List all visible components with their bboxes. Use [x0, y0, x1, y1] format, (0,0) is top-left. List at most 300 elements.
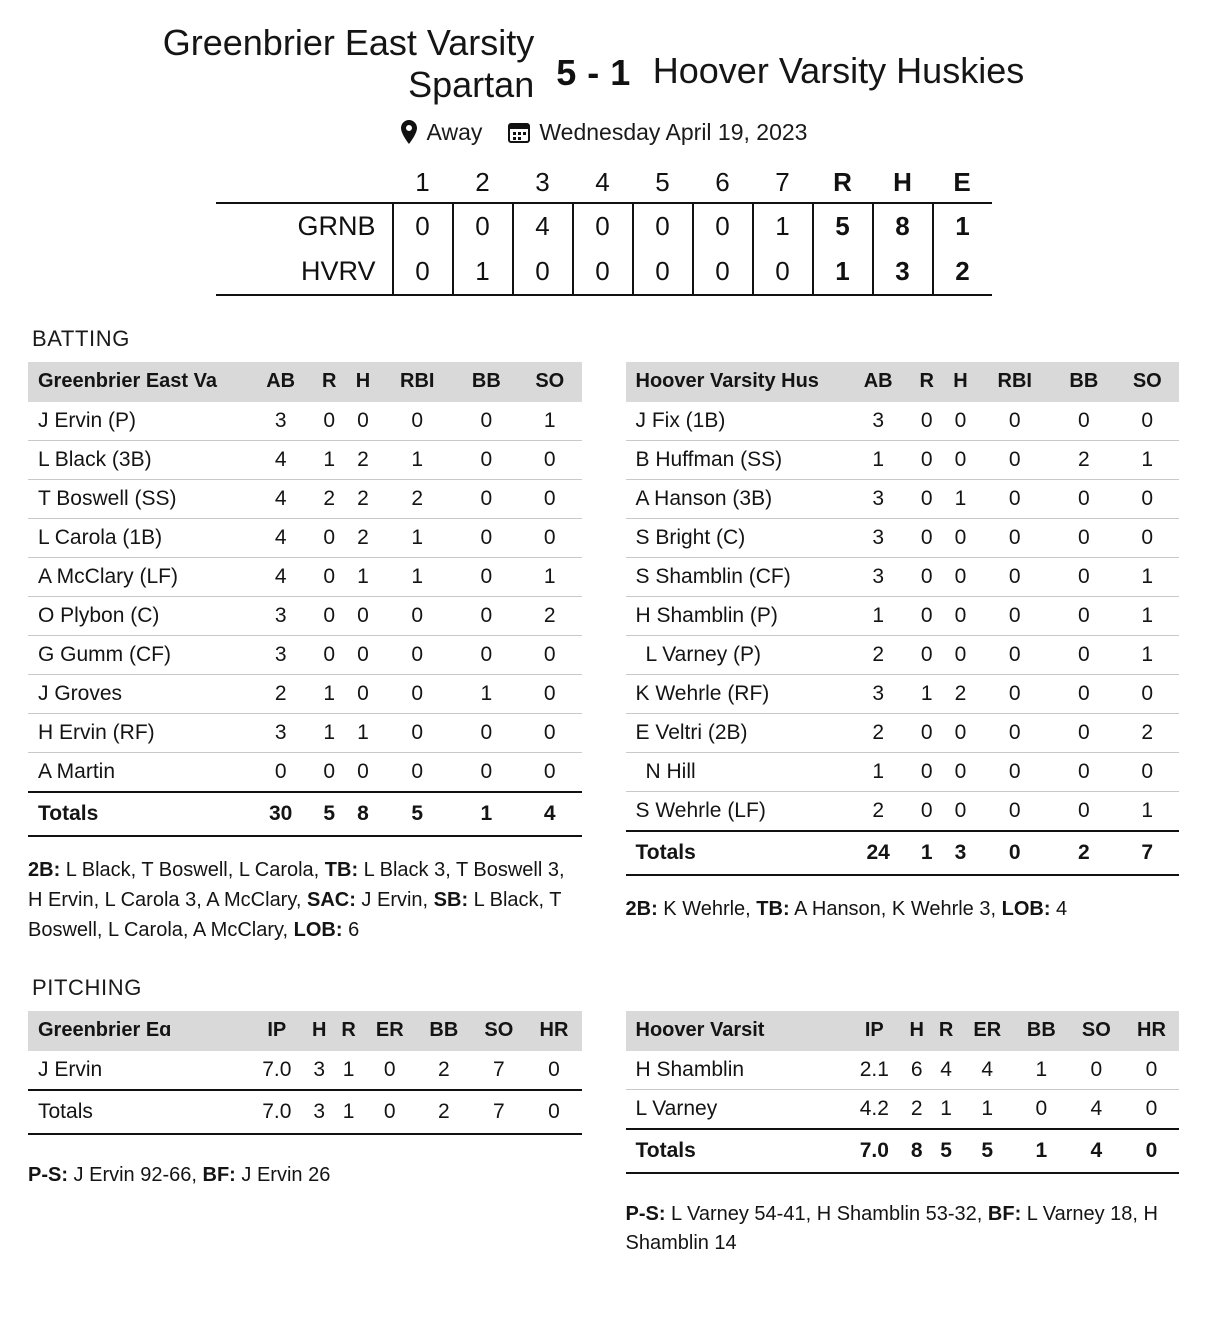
hits-header: H — [893, 167, 912, 198]
linescore-team-home: HVRV — [216, 249, 393, 295]
location-text: Away — [426, 118, 483, 145]
away-inning-1: 0 — [393, 203, 453, 249]
home-inning-6: 0 — [693, 249, 753, 295]
batting-home-stat-2: 1 — [944, 479, 978, 518]
table-row — [626, 1051, 1180, 1090]
pitching-home-stat-6: 0 — [1124, 1051, 1179, 1090]
table-header-row — [626, 1011, 1180, 1051]
batting-away-col-so: SO — [518, 362, 581, 402]
batting-away-stat-4: 0 — [455, 752, 518, 792]
away-inning-2: 0 — [453, 203, 513, 249]
batting-away-stat-5: 0 — [518, 752, 581, 792]
batting-away-note-value-0: L Black, T Boswell, L Carola, — [60, 858, 325, 881]
batting-away-team-header: Greenbrier East Va — [28, 362, 249, 402]
pitching-home-col-hr: HR — [1124, 1011, 1179, 1051]
batting-home-stat-5: 0 — [1116, 752, 1179, 791]
batting-away-stat-5: 0 — [518, 713, 581, 752]
pitching-away-stat-2: 1 — [334, 1051, 363, 1090]
batting-away-stat-1: 0 — [312, 557, 346, 596]
batting-home-stat-2: 0 — [944, 440, 978, 479]
batting-home-stat-1: 0 — [910, 713, 944, 752]
batting-away-total-1: 5 — [312, 792, 346, 836]
pitching-away-note-value-0: J Ervin 92-66, — [68, 1163, 203, 1186]
batting-away-stat-2: 0 — [346, 402, 380, 441]
table-row — [626, 752, 1180, 791]
batting-home-col-so: SO — [1116, 362, 1179, 402]
pitching-home-stat-3: 1 — [961, 1089, 1014, 1129]
batting-away-stat-5: 0 — [518, 674, 581, 713]
pitching-home-col-er: ER — [961, 1011, 1014, 1051]
batting-away-stat-4: 0 — [455, 479, 518, 518]
batting-away-column — [28, 362, 582, 945]
batting-home-stat-0: 2 — [847, 791, 910, 831]
table-row — [626, 596, 1180, 635]
table-row — [28, 518, 582, 557]
pitching-away-col-r: R — [334, 1011, 363, 1051]
batting-home-stat-3: 0 — [977, 596, 1052, 635]
batting-away-stat-3: 1 — [380, 440, 455, 479]
pitching-away-totals-row — [28, 1090, 582, 1134]
away-runs: 5 — [813, 203, 873, 249]
batting-away-stat-0: 3 — [249, 596, 312, 635]
pitching-away-total-3: 0 — [363, 1090, 416, 1134]
runs-header: R — [833, 167, 852, 198]
date-text: Wednesday April 19, 2023 — [539, 118, 808, 145]
away-inning-6: 0 — [693, 203, 753, 249]
home-runs: 1 — [813, 249, 873, 295]
pitching-home-stat-1: 2 — [902, 1089, 931, 1129]
batting-home-player-name: N Hill — [626, 752, 847, 791]
pitching-home-column — [626, 1011, 1180, 1258]
batting-home-stat-3: 0 — [977, 557, 1052, 596]
batting-away-player-name: O Plybon (C) — [28, 596, 249, 635]
batting-home-stat-4: 0 — [1052, 635, 1115, 674]
inning-header-3: 3 — [535, 167, 550, 198]
linescore-row-home — [216, 249, 992, 295]
location-pin-icon — [400, 120, 418, 144]
batting-home-stat-3: 0 — [977, 674, 1052, 713]
batting-away-stat-2: 1 — [346, 713, 380, 752]
batting-away-col-h: H — [346, 362, 380, 402]
batting-away-stat-5: 2 — [518, 596, 581, 635]
table-header-row — [626, 362, 1180, 402]
batting-home-stat-0: 2 — [847, 635, 910, 674]
batting-away-stat-2: 1 — [346, 557, 380, 596]
batting-home-stat-5: 0 — [1116, 674, 1179, 713]
batting-home-stat-4: 0 — [1052, 713, 1115, 752]
batting-home-stat-0: 3 — [847, 518, 910, 557]
batting-away-stat-1: 1 — [312, 674, 346, 713]
scoreboard-header — [0, 0, 1207, 146]
batting-home-team-header: Hoover Varsity Hus — [626, 362, 847, 402]
batting-home-stat-2: 0 — [944, 713, 978, 752]
batting-away-total-2: 8 — [346, 792, 380, 836]
inning-header-1: 1 — [415, 167, 430, 198]
away-inning-5: 0 — [633, 203, 693, 249]
linescore-team-header — [216, 164, 393, 203]
pitching-home-stat-3: 4 — [961, 1051, 1014, 1090]
home-errors: 2 — [933, 249, 992, 295]
batting-away-stat-4: 0 — [455, 713, 518, 752]
batting-away-stat-2: 0 — [346, 674, 380, 713]
batting-home-stat-0: 1 — [847, 752, 910, 791]
pitching-home-stat-1: 6 — [902, 1051, 931, 1090]
pitching-home-team-header: Hoover Varsit — [626, 1011, 847, 1051]
batting-home-player-name: S Bright (C) — [626, 518, 847, 557]
batting-away-note-label-1: TB: — [324, 858, 359, 881]
table-row — [28, 635, 582, 674]
pitching-away-stat-5: 7 — [471, 1051, 526, 1090]
pitching-home-stat-5: 4 — [1069, 1089, 1124, 1129]
batting-away-stat-3: 0 — [380, 752, 455, 792]
batting-home-column — [626, 362, 1180, 945]
table-row — [626, 713, 1180, 752]
batting-home-total-3: 0 — [977, 831, 1052, 875]
pitching-away-total-2: 1 — [334, 1090, 363, 1134]
final-score: 5 - 1 — [556, 52, 631, 93]
batting-away-player-name: H Ervin (RF) — [28, 713, 249, 752]
batting-away-stat-4: 0 — [455, 518, 518, 557]
batting-home-stat-0: 3 — [847, 402, 910, 441]
batting-home-stat-3: 0 — [977, 479, 1052, 518]
game-meta — [0, 119, 1207, 146]
table-row — [28, 402, 582, 441]
home-hits: 3 — [873, 249, 933, 295]
pitching-home-stat-4: 1 — [1014, 1051, 1069, 1090]
pitching-home-col-bb: BB — [1014, 1011, 1069, 1051]
pitching-home-stat-2: 4 — [931, 1051, 960, 1090]
table-row — [28, 596, 582, 635]
batting-away-stat-4: 1 — [455, 674, 518, 713]
batting-away-totals-label: Totals — [28, 792, 249, 836]
batting-away-stat-5: 1 — [518, 402, 581, 441]
batting-home-stat-5: 0 — [1116, 402, 1179, 441]
batting-away-stat-3: 1 — [380, 518, 455, 557]
batting-home-note-value-1: A Hanson, K Wehrle 3, — [789, 897, 1002, 920]
batting-home-stat-1: 0 — [910, 791, 944, 831]
pitching-columns — [0, 1011, 1207, 1258]
batting-table-away — [28, 362, 582, 837]
pitching-home-stat-2: 1 — [931, 1089, 960, 1129]
pitching-away-col-er: ER — [363, 1011, 416, 1051]
batting-home-stat-1: 0 — [910, 402, 944, 441]
batting-away-player-name: A McClary (LF) — [28, 557, 249, 596]
batting-home-total-5: 7 — [1116, 831, 1179, 875]
table-row — [28, 440, 582, 479]
batting-away-player-name: L Carola (1B) — [28, 518, 249, 557]
batting-away-stat-2: 0 — [346, 596, 380, 635]
batting-home-stat-2: 0 — [944, 752, 978, 791]
inning-header-7: 7 — [775, 167, 790, 198]
batting-away-stat-0: 4 — [249, 479, 312, 518]
pitching-away-col-h: H — [305, 1011, 334, 1051]
batting-home-stat-4: 0 — [1052, 791, 1115, 831]
batting-home-stat-5: 0 — [1116, 479, 1179, 518]
batting-home-stat-2: 0 — [944, 557, 978, 596]
pitching-home-note-label-0: P-S: — [625, 1202, 666, 1225]
home-team-name: Hoover Varsity Huskies — [652, 50, 1025, 91]
home-inning-4: 0 — [573, 249, 633, 295]
batting-home-player-name: S Shamblin (CF) — [626, 557, 847, 596]
batting-home-stat-3: 0 — [977, 791, 1052, 831]
batting-home-stat-0: 1 — [847, 440, 910, 479]
batting-away-stat-4: 0 — [455, 557, 518, 596]
pitching-away-stat-1: 3 — [305, 1051, 334, 1090]
inning-header-5: 5 — [655, 167, 670, 198]
batting-away-total-4: 1 — [455, 792, 518, 836]
batting-away-note-value-4: 6 — [342, 918, 360, 941]
away-inning-4: 0 — [573, 203, 633, 249]
batting-away-stat-1: 0 — [312, 635, 346, 674]
batting-away-stat-3: 1 — [380, 557, 455, 596]
table-row — [28, 557, 582, 596]
linescore-container — [0, 164, 1207, 296]
pitching-table-away — [28, 1011, 582, 1135]
batting-home-stat-0: 2 — [847, 713, 910, 752]
pitching-notes-home — [626, 1200, 1180, 1258]
table-row — [28, 713, 582, 752]
batting-home-stat-1: 0 — [910, 518, 944, 557]
pitching-home-total-3: 5 — [961, 1129, 1014, 1173]
pitching-home-total-2: 5 — [931, 1129, 960, 1173]
batting-away-total-5: 4 — [518, 792, 581, 836]
batting-home-stat-2: 0 — [944, 596, 978, 635]
batting-home-stat-3: 0 — [977, 635, 1052, 674]
batting-away-totals-row — [28, 792, 582, 836]
pitching-home-stat-0: 4.2 — [847, 1089, 903, 1129]
batting-home-totals-row — [626, 831, 1180, 875]
batting-away-stat-1: 2 — [312, 479, 346, 518]
batting-away-stat-1: 1 — [312, 440, 346, 479]
batting-away-note-label-3: SB: — [433, 888, 469, 911]
batting-away-stat-3: 0 — [380, 635, 455, 674]
batting-home-total-2: 3 — [944, 831, 978, 875]
batting-home-stat-0: 3 — [847, 479, 910, 518]
pitching-away-col-bb: BB — [416, 1011, 471, 1051]
batting-home-note-value-0: K Wehrle, — [657, 897, 757, 920]
batting-home-stat-0: 1 — [847, 596, 910, 635]
location-meta — [400, 119, 483, 146]
pitching-away-total-6: 0 — [526, 1090, 581, 1134]
batting-home-stat-1: 0 — [910, 635, 944, 674]
table-row — [28, 752, 582, 792]
pitching-table-home — [626, 1011, 1180, 1174]
batting-away-stat-3: 0 — [380, 402, 455, 441]
pitching-away-total-1: 3 — [305, 1090, 334, 1134]
batting-section-label: BATTING — [32, 325, 130, 351]
table-row — [626, 635, 1180, 674]
home-inning-3: 0 — [513, 249, 573, 295]
batting-away-stat-1: 0 — [312, 752, 346, 792]
batting-away-stat-4: 0 — [455, 440, 518, 479]
batting-away-stat-0: 3 — [249, 402, 312, 441]
batting-home-stat-1: 0 — [910, 752, 944, 791]
batting-away-stat-1: 0 — [312, 596, 346, 635]
pitching-home-col-h: H — [902, 1011, 931, 1051]
batting-home-player-name: L Varney (P) — [626, 635, 847, 674]
batting-home-stat-1: 0 — [910, 596, 944, 635]
batting-home-stat-5: 2 — [1116, 713, 1179, 752]
home-inning-7: 0 — [753, 249, 813, 295]
batting-away-stat-0: 4 — [249, 440, 312, 479]
batting-home-stat-0: 3 — [847, 674, 910, 713]
linescore-team-away: GRNB — [216, 203, 393, 249]
batting-away-player-name: T Boswell (SS) — [28, 479, 249, 518]
batting-away-stat-0: 3 — [249, 713, 312, 752]
batting-home-player-name: S Wehrle (LF) — [626, 791, 847, 831]
batting-home-col-r: R — [910, 362, 944, 402]
batting-home-totals-label: Totals — [626, 831, 847, 875]
batting-home-stat-5: 1 — [1116, 557, 1179, 596]
batting-away-col-r: R — [312, 362, 346, 402]
pitching-home-player-name: L Varney — [626, 1089, 847, 1129]
batting-home-col-bb: BB — [1052, 362, 1115, 402]
batting-away-player-name: J Ervin (P) — [28, 402, 249, 441]
away-team-name: Greenbrier East Varsity Spartan — [162, 22, 535, 106]
batting-away-stat-0: 4 — [249, 557, 312, 596]
date-meta — [508, 119, 807, 146]
table-row — [28, 674, 582, 713]
pitching-home-total-6: 0 — [1124, 1129, 1179, 1173]
batting-home-stat-2: 2 — [944, 674, 978, 713]
pitching-home-total-1: 8 — [902, 1129, 931, 1173]
table-header-row — [28, 1011, 582, 1051]
batting-home-stat-2: 0 — [944, 791, 978, 831]
batting-home-stat-5: 0 — [1116, 518, 1179, 557]
linescore-row-away — [216, 203, 992, 249]
batting-home-stat-3: 0 — [977, 518, 1052, 557]
batting-home-stat-1: 0 — [910, 440, 944, 479]
batting-home-note-label-0: 2B: — [625, 897, 658, 920]
batting-home-player-name: J Fix (1B) — [626, 402, 847, 441]
batting-away-note-value-3: L Black, T Boswell, L Carola, A McClary, — [28, 888, 562, 941]
batting-away-note-value-2: J Ervin, — [355, 888, 434, 911]
batting-away-stat-2: 0 — [346, 752, 380, 792]
batting-away-note-value-1: L Black 3, T Boswell 3, H Ervin, L Carola 3, A McClary, — [28, 858, 565, 911]
pitching-home-totals-label: Totals — [626, 1129, 847, 1173]
pitching-away-col-hr: HR — [526, 1011, 581, 1051]
table-row — [626, 557, 1180, 596]
batting-home-player-name: A Hanson (3B) — [626, 479, 847, 518]
pitching-home-note-value-0: L Varney 54-41, H Shamblin 53-32, — [665, 1202, 988, 1225]
pitching-home-stat-4: 0 — [1014, 1089, 1069, 1129]
batting-away-stat-4: 0 — [455, 596, 518, 635]
batting-home-stat-4: 0 — [1052, 596, 1115, 635]
batting-home-col-rbi: RBI — [977, 362, 1052, 402]
batting-home-note-value-2: 4 — [1050, 897, 1068, 920]
batting-home-stat-3: 0 — [977, 752, 1052, 791]
batting-home-stat-3: 0 — [977, 440, 1052, 479]
batting-home-stat-4: 0 — [1052, 557, 1115, 596]
pitching-away-stat-4: 2 — [416, 1051, 471, 1090]
pitching-away-note-value-1: J Ervin 26 — [235, 1163, 331, 1186]
inning-header-2: 2 — [475, 167, 490, 198]
batting-away-stat-2: 0 — [346, 635, 380, 674]
pitching-away-column — [28, 1011, 582, 1258]
pitching-home-stat-0: 2.1 — [847, 1051, 903, 1090]
batting-home-stat-1: 1 — [910, 674, 944, 713]
batting-away-col-bb: BB — [455, 362, 518, 402]
batting-away-stat-5: 0 — [518, 635, 581, 674]
pitching-away-col-ip: IP — [249, 1011, 305, 1051]
home-inning-2: 1 — [453, 249, 513, 295]
pitching-home-col-ip: IP — [847, 1011, 903, 1051]
pitching-section-label: PITCHING — [32, 974, 142, 1000]
linescore-header-row — [216, 164, 992, 203]
pitching-away-note-label-1: BF: — [202, 1163, 236, 1186]
table-header-row — [28, 362, 582, 402]
table-row — [626, 518, 1180, 557]
batting-away-stat-0: 2 — [249, 674, 312, 713]
pitching-away-stat-6: 0 — [526, 1051, 581, 1090]
pitching-home-total-4: 1 — [1014, 1129, 1069, 1173]
table-row — [626, 791, 1180, 831]
batting-away-stat-5: 0 — [518, 479, 581, 518]
pitching-home-total-5: 4 — [1069, 1129, 1124, 1173]
pitching-home-player-name: H Shamblin — [626, 1051, 847, 1090]
batting-away-total-3: 5 — [380, 792, 455, 836]
batting-home-stat-5: 1 — [1116, 596, 1179, 635]
batting-away-stat-3: 0 — [380, 713, 455, 752]
calendar-icon — [508, 121, 530, 143]
table-row — [626, 440, 1180, 479]
batting-home-stat-3: 0 — [977, 713, 1052, 752]
batting-home-stat-1: 0 — [910, 557, 944, 596]
pitching-away-stat-3: 0 — [363, 1051, 416, 1090]
batting-away-stat-5: 1 — [518, 557, 581, 596]
batting-home-stat-3: 0 — [977, 402, 1052, 441]
batting-notes-away — [28, 855, 582, 945]
table-row — [28, 1051, 582, 1090]
batting-away-stat-5: 0 — [518, 518, 581, 557]
batting-home-stat-5: 1 — [1116, 635, 1179, 674]
batting-away-stat-1: 0 — [312, 402, 346, 441]
batting-away-note-label-4: LOB: — [293, 918, 343, 941]
pitching-away-totals-label: Totals — [28, 1090, 249, 1134]
batting-away-stat-2: 2 — [346, 440, 380, 479]
batting-home-player-name: B Huffman (SS) — [626, 440, 847, 479]
batting-away-total-0: 30 — [249, 792, 312, 836]
away-inning-3: 4 — [513, 203, 573, 249]
batting-home-total-4: 2 — [1052, 831, 1115, 875]
batting-home-stat-5: 1 — [1116, 440, 1179, 479]
batting-away-stat-4: 0 — [455, 402, 518, 441]
batting-home-stat-5: 1 — [1116, 791, 1179, 831]
pitching-away-player-name: J Ervin — [28, 1051, 249, 1090]
inning-header-4: 4 — [595, 167, 610, 198]
pitching-away-stat-0: 7.0 — [249, 1051, 305, 1090]
pitching-away-total-0: 7.0 — [249, 1090, 305, 1134]
batting-away-stat-4: 0 — [455, 635, 518, 674]
batting-home-col-h: H — [944, 362, 978, 402]
inning-header-6: 6 — [715, 167, 730, 198]
batting-home-stat-0: 3 — [847, 557, 910, 596]
batting-table-home — [626, 362, 1180, 876]
pitching-away-col-so: SO — [471, 1011, 526, 1051]
pitching-away-total-4: 2 — [416, 1090, 471, 1134]
batting-columns — [0, 362, 1207, 945]
home-inning-1: 0 — [393, 249, 453, 295]
pitching-away-note-label-0: P-S: — [28, 1163, 68, 1186]
linescore-table — [216, 164, 992, 296]
table-row — [626, 479, 1180, 518]
batting-away-stat-0: 3 — [249, 635, 312, 674]
pitching-home-stat-5: 0 — [1069, 1051, 1124, 1090]
pitching-away-team-header: Greenbrier Eɑ — [28, 1011, 249, 1051]
batting-home-player-name: H Shamblin (P) — [626, 596, 847, 635]
pitching-away-total-5: 7 — [471, 1090, 526, 1134]
batting-home-note-label-2: LOB: — [1001, 897, 1051, 920]
